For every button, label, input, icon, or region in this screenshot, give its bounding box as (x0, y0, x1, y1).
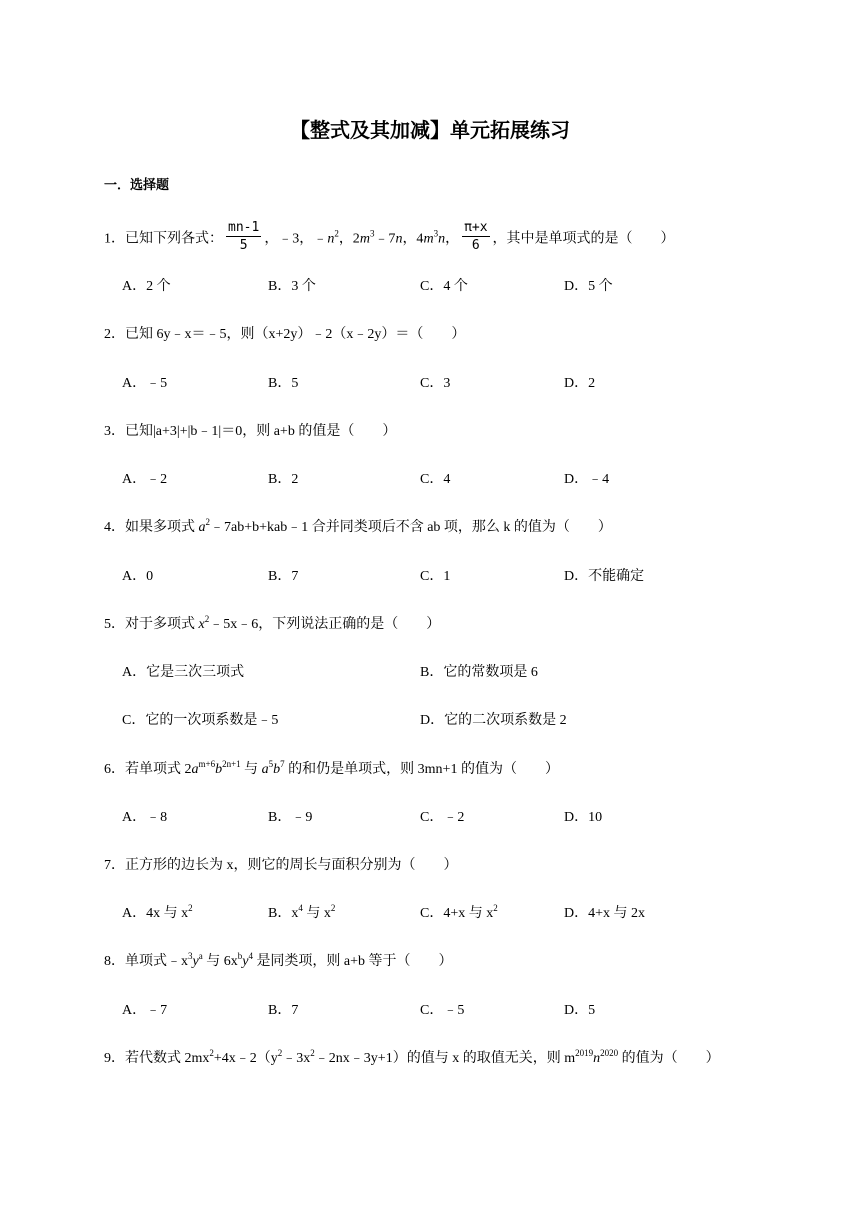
question-5-text: 5．对于多项式 (104, 617, 199, 632)
option-c[interactable]: C．它的一次项系数是﹣5 (122, 713, 279, 728)
variable: n (327, 231, 335, 247)
exponent: b (237, 951, 243, 961)
question-8-text: 是同类项，则 a+b 等于（ ） (252, 954, 453, 969)
option-text: 与 x (302, 906, 331, 921)
question-9-text: ﹣3x (282, 1051, 311, 1066)
variable: n (593, 1051, 601, 1066)
option-c[interactable]: C．4 (420, 472, 451, 487)
answer-options-6 (0, 808, 860, 828)
variable: y (192, 954, 199, 969)
exponent: 2 (204, 614, 210, 624)
option-c[interactable] (420, 904, 498, 924)
exponent: 7 (280, 759, 285, 769)
question-9 (104, 1049, 720, 1069)
option-b[interactable]: B．7 (268, 1003, 299, 1018)
option-d[interactable]: D．﹣4 (564, 472, 610, 487)
question-1-text: ，﹣3，﹣ (264, 231, 328, 247)
exponent: 2 (277, 1048, 283, 1058)
exponent: 2020 (600, 1048, 619, 1058)
option-c[interactable]: C．4 个 (420, 279, 468, 294)
option-b[interactable]: B．3 个 (268, 279, 316, 294)
exponent: 3 (433, 228, 439, 239)
option-c[interactable]: C．3 (420, 376, 451, 391)
question-6-text: 与 (240, 762, 262, 777)
fraction-denominator: 6 (471, 238, 480, 253)
answer-options-2 (0, 374, 860, 394)
exponent: 2 (310, 1048, 315, 1058)
answer-options-5b (0, 711, 860, 731)
exponent: 2019 (575, 1048, 594, 1058)
option-a[interactable]: A．﹣2 (122, 472, 168, 487)
question-7: 7．正方形的边长为 x，则它的周长与面积分别为（ ） (104, 858, 458, 873)
option-d[interactable]: D．10 (564, 810, 603, 825)
answer-options-3 (0, 470, 860, 490)
question-9-text: 的值为（ ） (618, 1051, 720, 1066)
exponent: 2 (188, 903, 193, 913)
exponent: 3 (369, 228, 375, 239)
exponent: 5 (268, 759, 274, 769)
question-1-text: ﹣7 (374, 231, 396, 247)
option-b[interactable]: B．它的常数项是 6 (420, 665, 538, 680)
option-text: B．x (268, 906, 299, 921)
variable: m (359, 231, 370, 247)
question-1-suffix: ，其中是单项式的是（ ） (492, 231, 675, 247)
question-3: 3．已知|a+3|+|b﹣1|＝0，则 a+b 的值是（ ） (104, 424, 397, 439)
question-1-prefix: 1．已知下列各式： (104, 231, 223, 247)
option-text: A．4x 与 x (122, 906, 189, 921)
option-c[interactable]: C．1 (420, 569, 451, 584)
option-a[interactable]: A．0 (122, 569, 154, 584)
answer-options-8 (0, 1001, 860, 1021)
exponent: 2 (330, 903, 336, 913)
exponent: 2 (205, 517, 210, 527)
variable: y (242, 954, 249, 969)
variable: a (261, 762, 269, 777)
option-d[interactable]: D．它的二次项系数是 2 (420, 713, 567, 728)
option-d[interactable] (564, 904, 645, 924)
option-a[interactable]: A．它是三次三项式 (122, 665, 245, 680)
variable: a (198, 520, 206, 535)
option-b[interactable] (268, 904, 335, 924)
variable: b (215, 762, 223, 777)
question-1-text: ， (445, 231, 460, 247)
option-a[interactable]: A．﹣7 (122, 1003, 168, 1018)
option-c[interactable]: C．﹣2 (420, 810, 465, 825)
fraction-numerator: mn-1 (228, 220, 260, 235)
question-1 (104, 222, 675, 257)
exponent: 2n+1 (222, 759, 241, 769)
answer-options-7 (0, 904, 860, 924)
variable: b (273, 762, 281, 777)
exponent: 4 (298, 903, 303, 913)
fraction-numerator: π+x (464, 220, 488, 235)
answer-options-5a (0, 663, 860, 683)
variable: n (395, 231, 403, 247)
option-text: D．4+x 与 2x (564, 906, 646, 921)
option-a[interactable]: A．2 个 (122, 279, 171, 294)
question-6-text: 6．若单项式 2 (104, 762, 192, 777)
question-8 (104, 952, 453, 972)
fraction-pi-plus-x-over-6 (462, 220, 489, 255)
section-heading: 一．选择题 (104, 178, 170, 193)
option-a[interactable] (122, 904, 193, 924)
exponent: 3 (188, 951, 193, 961)
question-1-text: ，4 (402, 231, 424, 247)
exponent: 2 (334, 228, 339, 239)
option-b[interactable]: B．﹣9 (268, 810, 313, 825)
option-b[interactable]: B．2 (268, 472, 299, 487)
fraction-mn-1-over-5 (226, 220, 261, 255)
exponent: 2 (209, 1048, 214, 1058)
question-5-text: ﹣5x﹣6，下列说法正确的是（ ） (209, 617, 441, 632)
question-1-text: ，2 (338, 231, 360, 247)
question-9-text: +4x﹣2（y (213, 1051, 278, 1066)
option-d[interactable]: D．5 个 (564, 279, 613, 294)
option-b[interactable]: B．5 (268, 376, 299, 391)
option-d[interactable]: D．不能确定 (564, 569, 645, 584)
question-5 (104, 615, 440, 635)
exponent: m+6 (198, 759, 216, 769)
exponent: 2 (493, 903, 498, 913)
answer-options-4 (0, 567, 860, 587)
question-2: 2．已知 6y﹣x＝﹣5，则（x+2y）﹣2（x﹣2y）＝（ ） (104, 327, 466, 342)
option-b[interactable]: B．7 (268, 569, 299, 584)
question-9-text: 9．若代数式 2mx (104, 1051, 210, 1066)
variable: m (423, 231, 434, 247)
option-d[interactable]: D．2 (564, 376, 596, 391)
question-8-text: 8．单项式﹣x (104, 954, 188, 969)
question-4-text: 4．如果多项式 (104, 520, 199, 535)
option-a[interactable]: A．﹣5 (122, 376, 168, 391)
variable: n (438, 231, 446, 247)
page-title: 【整式及其加减】单元拓展练习 (290, 118, 570, 142)
exponent: a (198, 951, 203, 961)
option-a[interactable]: A．﹣8 (122, 810, 168, 825)
option-d[interactable]: D．5 (564, 1003, 596, 1018)
answer-options-1 (0, 277, 860, 297)
question-4-text: ﹣7ab+b+kab﹣1 合并同类项后不含 ab 项，那么 k 的值为（ ） (210, 520, 612, 535)
question-4 (104, 518, 612, 538)
question-6-text: 的和仍是单项式，则 3mn+1 的值为（ ） (284, 762, 559, 777)
fraction-denominator: 5 (239, 238, 248, 253)
exponent: 4 (248, 951, 253, 961)
option-text: C．4+x 与 x (420, 906, 494, 921)
variable: x (198, 617, 205, 632)
question-8-text: 与 6x (202, 954, 238, 969)
question-6 (104, 760, 559, 780)
variable: a (191, 762, 199, 777)
option-c[interactable]: C．﹣5 (420, 1003, 465, 1018)
question-9-text: ﹣2nx﹣3y+1）的值与 x 的取值无关，则 m (314, 1051, 576, 1066)
